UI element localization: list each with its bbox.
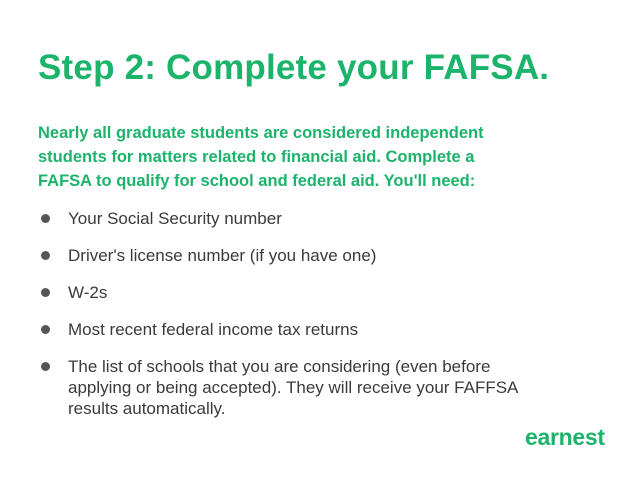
bullet-dot-icon (41, 214, 50, 223)
list-item (38, 208, 598, 229)
list-item-text (68, 208, 598, 229)
intro-line: students for matters related to financial aid. Complete a (38, 148, 475, 166)
list-item (38, 245, 598, 266)
list-item-line: The list of schools that you are considering (even before (68, 357, 491, 376)
list-item-text (68, 282, 598, 303)
list-item (38, 356, 598, 419)
list-item (38, 282, 598, 303)
list-item-text (68, 245, 598, 266)
list-item-line: applying or being accepted). They will receive your FAFFSA (68, 378, 519, 397)
requirements-list (38, 208, 598, 435)
bullet-dot-icon (41, 362, 50, 371)
slide-title: Step 2: Complete your FAFSA. (38, 48, 550, 87)
list-item-text (68, 319, 598, 340)
list-item-text (68, 356, 598, 419)
earnest-logo: earnest (525, 424, 605, 450)
list-item-line: results automatically. (68, 399, 226, 418)
list-item (38, 319, 598, 340)
list-item-line: Most recent federal income tax returns (68, 320, 359, 339)
intro-line: FAFSA to qualify for school and federal aid. You'll need: (38, 172, 476, 190)
bullet-dot-icon (41, 325, 50, 334)
bullet-dot-icon (41, 288, 50, 297)
list-item-line: W-2s (68, 283, 108, 302)
intro-paragraph (38, 121, 598, 193)
bullet-dot-icon (41, 251, 50, 260)
intro-line: Nearly all graduate students are considered independent (38, 124, 484, 142)
list-item-line: Driver's license number (if you have one) (68, 246, 377, 265)
list-item-line: Your Social Security number (68, 209, 282, 228)
